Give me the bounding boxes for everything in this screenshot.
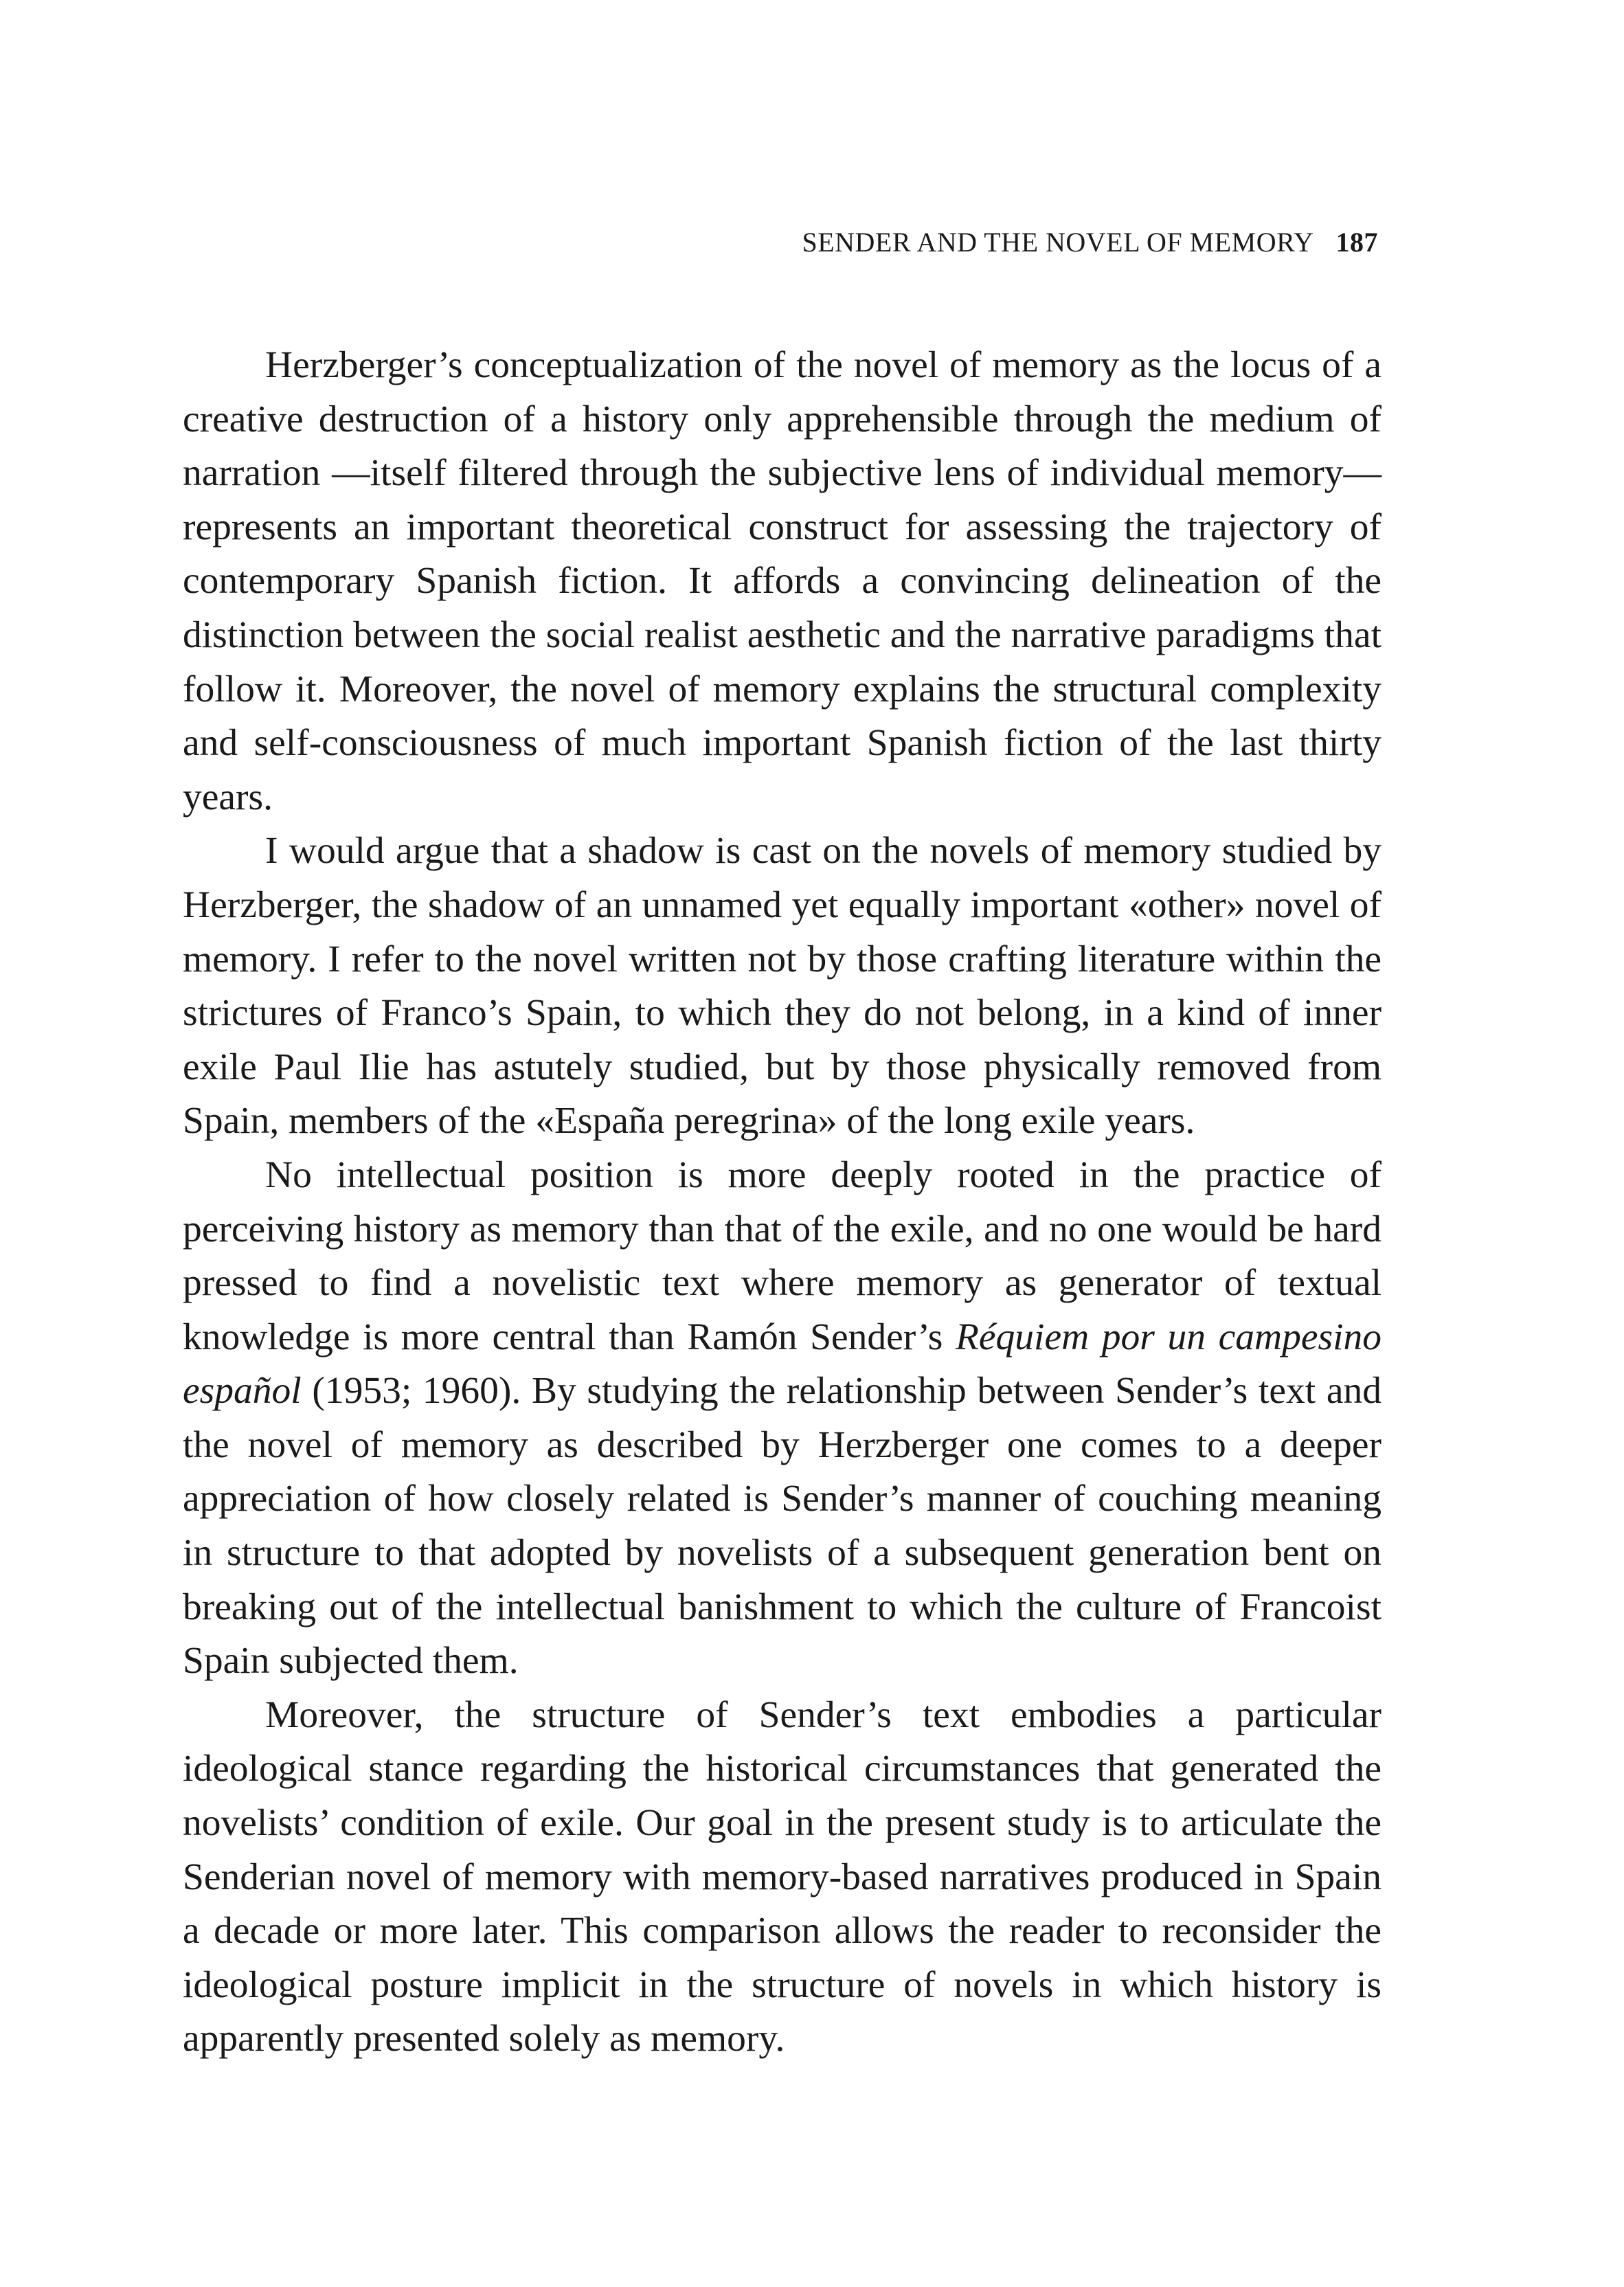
paragraph-3-text-before: No intellectual position is more deeply rooted in the practice of perceiving history as memory than that of the exile, and no one would be hard pressed to find a novelistic text where memory as generator of textual knowledge is more central than Ramón Sender’s	[183, 1153, 1381, 1358]
running-head	[183, 222, 1378, 263]
page-number: 187	[1335, 227, 1378, 258]
paragraph-1: Herzberger’s conceptualization of the novel of memory as the locus of a creative destruction of a history only apprehensible through the medium of narration —itself filtered through the subjective lens of individual memory— represents an important theoretical construct for assessing the trajectory of contemporary Spanish fiction. It affords a convincing delineation of the distinction between the social realist aesthetic and the narrative paradigms that follow it. Moreover, the novel of memory explains the structural complexity and self-consciousness of much important Spanish fiction of the last thirty years.	[183, 344, 1381, 818]
paragraph-3-text-after: (1953; 1960). By studying the relationship between Sender’s text and the novel of memory as described by Herzberger one comes to a deeper appreciation of how closely related is Sender’s manner of couching meaning in structure to that adopted by novelists of a subsequent generation bent on breaking out of the intellectual banishment to which the culture of Francoist Spain subjected them.	[183, 1370, 1381, 1682]
paragraph-3	[183, 1149, 1381, 1689]
body-text	[183, 339, 1381, 2066]
paragraph-2: I would argue that a shadow is cast on the novels of memory studied by Herzberger, the shadow of an unnamed yet equally important «other» novel of memory. I refer to the novel written not by those crafting literature within the strictures of Franco’s Spain, to which they do not belong, in a kind of inner exile Paul Ilie has astutely studied, but by those physically removed from Spain, members of the «España peregrina» of the long exile years.	[183, 830, 1381, 1142]
running-head-title: SENDER AND THE NOVEL OF MEMORY	[802, 227, 1314, 258]
book-title-italic: Réquiem por un campesino español	[183, 1316, 1381, 1412]
paragraph-4: Moreover, the structure of Sender’s text embodies a particular ideological stance regarding the historical circumstances that generated the novelists’ condition of exile. Our goal in the present study is to articulate the Senderian novel of memory with memory-based narratives produced in Spain a decade or more later. This comparison allows the reader to reconsider the ideological posture implicit in the structure of novels in which history is apparently presented solely as memory.	[183, 1693, 1381, 2060]
